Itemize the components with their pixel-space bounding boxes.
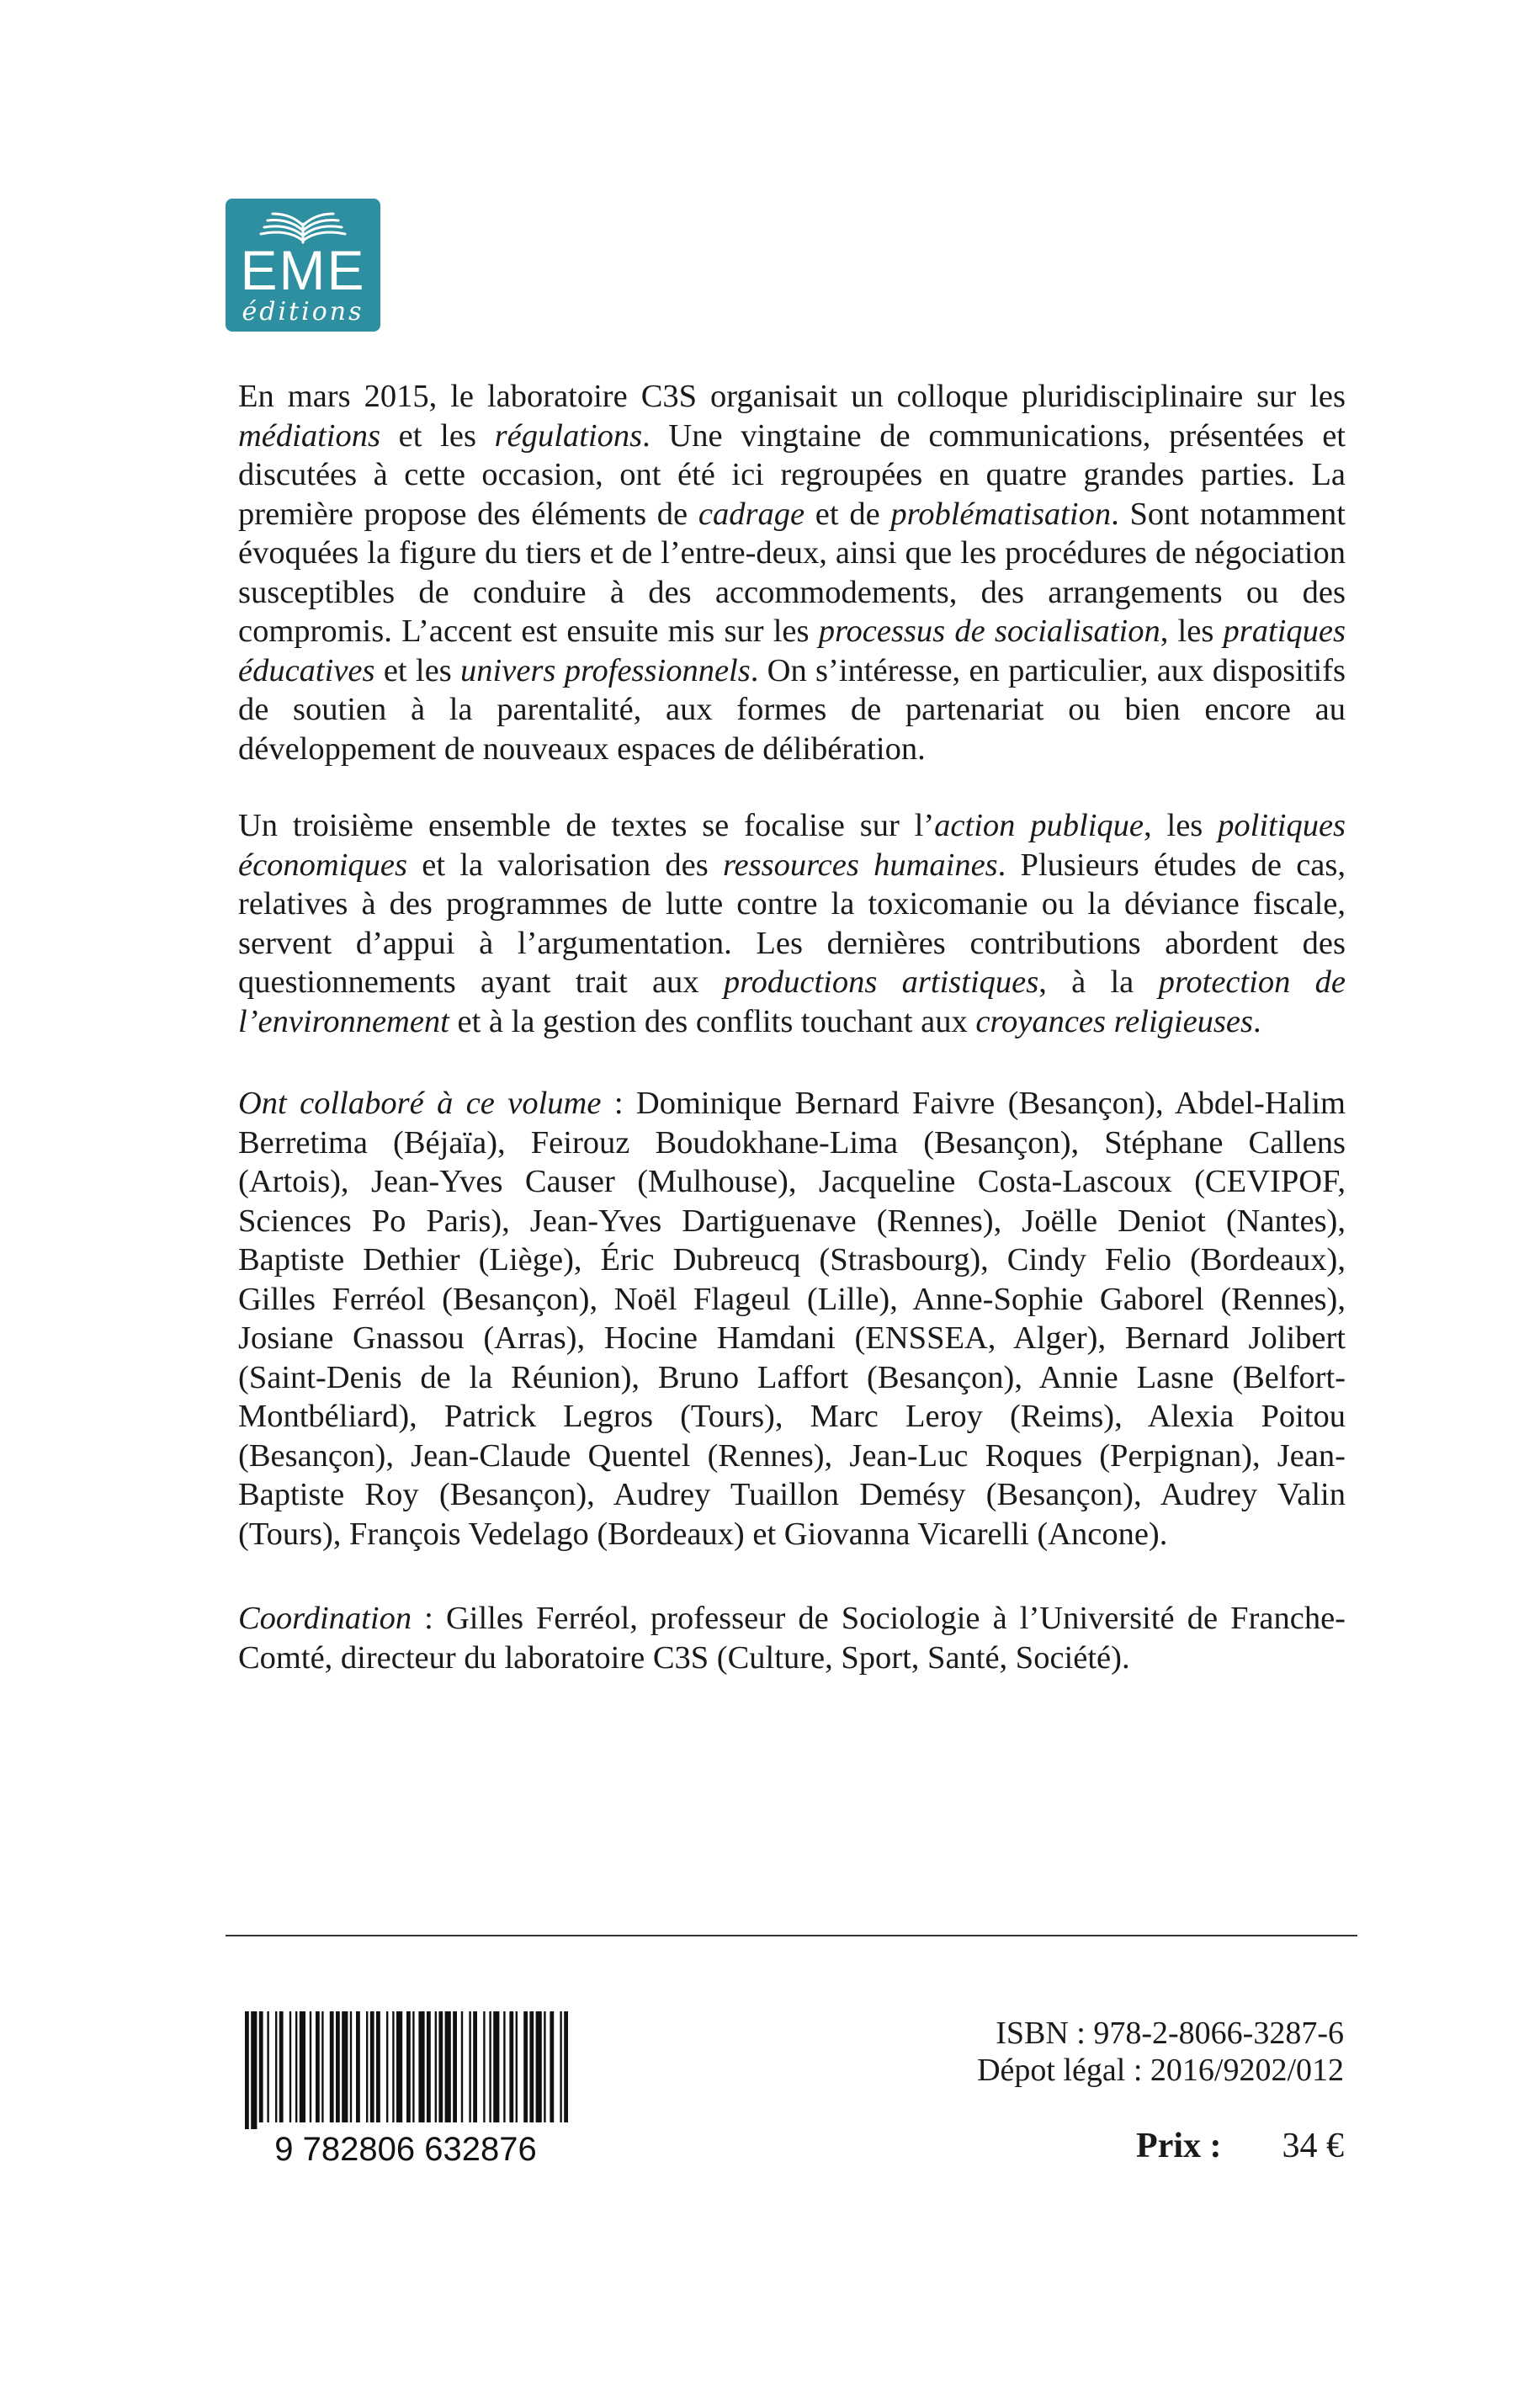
paragraph-intro bbox=[238, 377, 1346, 768]
p1-run: univers professionnels bbox=[460, 652, 751, 688]
p2-run: , à la bbox=[1038, 964, 1159, 1000]
p4-run: Coordination bbox=[238, 1601, 412, 1636]
legal-deposit: Dépot légal : 2016/9202/012 bbox=[977, 2053, 1344, 2088]
barcode-bars bbox=[242, 2011, 570, 2129]
barcode bbox=[242, 2011, 570, 2168]
barcode-bar bbox=[516, 2011, 518, 2122]
p3-run: : Dominique Bernard Faivre (Besançon), Abdel-Halim Berretima (Béjaïa), Feirouz Boudokhane-Lima (Besançon), Stéphane Callens (Artois), Jean-Yves Causer (Mulhouse), Jacqueline Costa-Lascoux (CEVIPOF, Sciences Po Paris), Jean-Yves Dartiguenave (Rennes), Joëlle Deniot (Nantes), Baptiste Dethier (Liège), Éric Dubreucq (Strasbourg), Cindy Felio (Bordeaux), Gilles Ferréol (Besançon), Noël Flageul (Lille), Anne-Sophie Gaborel (Rennes), Josiane Gnassou (Arras), Hocine Hamdani (ENSSEA, Alger), Bernard Jolibert (Saint-Denis de la Réunion), Bruno Laffort (Besançon), Annie Lasne (Belfort-Montbéliard), Patrick Legros (Tours), Marc Leroy (Reims), Alexia Poitou (Besançon), Jean-Claude Quentel (Rennes), Jean-Luc Roques (Perpignan), Jean-Baptiste Roy (Besançon), Audrey Tuaillon Demésy (Besançon), Audrey Valin (Tours), François Vedelago (Bordeaux) et Giovanna Vicarelli (Ancone). bbox=[238, 1086, 1346, 1552]
price-value: 34 € bbox=[1282, 2127, 1344, 2165]
barcode-bar bbox=[330, 2011, 334, 2122]
barcode-bar bbox=[536, 2011, 542, 2122]
barcode-bar bbox=[473, 2011, 477, 2122]
barcode-bar bbox=[544, 2011, 545, 2122]
barcode-bar bbox=[279, 2011, 284, 2122]
p2-run: protection de l’environnement bbox=[238, 964, 1346, 1039]
barcode-bar bbox=[300, 2011, 305, 2122]
barcode-bar bbox=[503, 2011, 505, 2122]
p2-run: politiques économiques bbox=[238, 808, 1346, 883]
p1-run: pratiques éducatives bbox=[238, 614, 1346, 688]
barcode-bar bbox=[245, 2011, 249, 2129]
barcode-bar bbox=[316, 2011, 320, 2122]
p2-run: et à la gestion des conflits touchant aux bbox=[449, 1003, 976, 1039]
p2-run: productions artistiques bbox=[723, 964, 1039, 1000]
p1-run: . Sont notamment évoquées la figure du tiers et de l’entre-deux, ainsi que les procédures de négociation susceptibles de conduire à des accommodements, des arrangements ou des compromis. L’accent est ensuite mis sur les bbox=[238, 496, 1346, 649]
p2-run: Un troisième ensemble de textes se focalise sur l’ bbox=[238, 808, 935, 843]
barcode-bar bbox=[438, 2011, 443, 2122]
p1-run: . On s’intéresse, en particulier, aux dispositifs de soutien à la parentalité, aux formes de partenariat ou bien encore au développement de nouveaux espaces de délibération. bbox=[238, 652, 1346, 767]
p1-run: problématisation bbox=[890, 496, 1112, 532]
barcode-bar bbox=[564, 2011, 568, 2122]
p4-run: : Gilles Ferréol, professeur de Sociologie à l’Université de Franche-Comté, directeur du laboratoire C3S (Culture, Sport, Santé, Société). bbox=[238, 1601, 1346, 1676]
logo-brand: EME bbox=[240, 239, 366, 301]
p1-run: et de bbox=[805, 496, 891, 532]
p1-run: processus de socialisation bbox=[818, 614, 1160, 649]
p2-run: . bbox=[1252, 1003, 1261, 1039]
barcode-bar bbox=[259, 2011, 263, 2122]
logo-subtitle: éditions bbox=[242, 297, 364, 327]
p2-run: et la valorisation des bbox=[407, 847, 723, 883]
p1-run: et les bbox=[374, 652, 461, 688]
p2-run: action publique bbox=[934, 808, 1144, 843]
barcode-bar bbox=[366, 2011, 368, 2122]
divider bbox=[226, 1935, 1357, 1936]
barcode-bar bbox=[406, 2011, 411, 2122]
p1-run: et les bbox=[380, 417, 495, 454]
paragraph-coordination bbox=[238, 1599, 1346, 1677]
barcode-bar bbox=[560, 2011, 561, 2122]
barcode-bar bbox=[489, 2011, 491, 2122]
p2-run: , les bbox=[1144, 808, 1219, 843]
barcode-bar bbox=[267, 2011, 268, 2122]
price bbox=[1136, 2126, 1344, 2166]
barcode-bar bbox=[350, 2011, 352, 2122]
barcode-bar bbox=[483, 2011, 485, 2122]
barcode-bar bbox=[396, 2011, 402, 2122]
barcode-bar bbox=[445, 2011, 451, 2122]
barcode-bar bbox=[275, 2011, 277, 2122]
barcode-bar bbox=[342, 2011, 348, 2122]
barcode-bar bbox=[289, 2011, 291, 2122]
p2-run: ressources humaines bbox=[722, 847, 998, 883]
barcode-bar bbox=[509, 2011, 513, 2122]
barcode-bar bbox=[386, 2011, 388, 2122]
p2-run: croyances religieuses bbox=[975, 1003, 1253, 1039]
barcode-bar bbox=[251, 2011, 257, 2129]
barcode-bar bbox=[435, 2011, 437, 2122]
barcode-bar bbox=[523, 2011, 528, 2122]
barcode-bar bbox=[469, 2011, 470, 2122]
paragraph-second bbox=[238, 806, 1346, 1041]
p1-run: . Une vingtaine de communications, présentées et discutées à cette occasion, ont été ici regroupées en quatre grandes parties. La première propose des éléments de bbox=[238, 417, 1346, 532]
barcode-bar bbox=[493, 2011, 499, 2122]
price-label: Prix : bbox=[1136, 2127, 1222, 2165]
p1-run: régulations bbox=[494, 417, 643, 454]
barcode-bar bbox=[453, 2011, 457, 2122]
barcode-bar bbox=[427, 2011, 431, 2122]
barcode-bar bbox=[412, 2011, 414, 2122]
barcode-bar bbox=[356, 2011, 360, 2122]
barcode-bar bbox=[376, 2011, 380, 2122]
barcode-bar bbox=[336, 2011, 340, 2122]
paragraph-contributors bbox=[238, 1084, 1346, 1554]
barcode-bar bbox=[295, 2011, 297, 2122]
barcode-bar bbox=[321, 2011, 323, 2122]
barcode-bar bbox=[418, 2011, 424, 2122]
barcode-bar bbox=[529, 2011, 534, 2122]
publisher-logo bbox=[226, 199, 380, 332]
barcode-bar bbox=[550, 2011, 554, 2122]
barcode-bar bbox=[461, 2011, 463, 2122]
p2-run: . Plusieurs études de cas, relatives à des programmes de lutte contre la toxicomanie ou la déviance fiscale, servent d’appui à l’argumentation. Les dernières contributions abordent des questionnements ayant trait aux bbox=[238, 847, 1346, 1000]
p1-run: médiations bbox=[238, 417, 380, 454]
barcode-bar bbox=[310, 2011, 311, 2122]
p1-run: , les bbox=[1160, 614, 1224, 649]
isbn: ISBN : 978-2-8066-3287-6 bbox=[996, 2016, 1344, 2051]
barcode-digits: 9 782806 632876 bbox=[274, 2131, 537, 2168]
barcode-bar bbox=[392, 2011, 394, 2122]
barcode-bar bbox=[370, 2011, 374, 2122]
p1-run: cadrage bbox=[698, 496, 805, 532]
p3-run: Ont collaboré à ce volume bbox=[238, 1086, 602, 1121]
p1-run: En mars 2015, le laboratoire C3S organisait un colloque pluridisciplinaire sur les bbox=[238, 379, 1346, 414]
